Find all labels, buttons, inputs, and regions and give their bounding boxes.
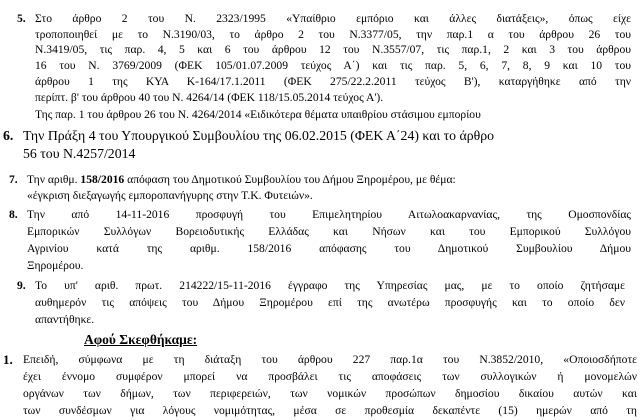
item-line: αυθημερόν τις απόψεις του Δήμου Ξηρομέρου επί της ανωτέρω προσφυγής και το οποίο δεν: [35, 296, 625, 309]
item-line: «έγκριση διεξαγωγής εμποροπανήγυρης στην Τ.Κ. Φυτειών».: [27, 189, 313, 202]
item-line: 16 του Ν. 3769/2009 (ΦΕΚ 105/01.07.2009 τεύχος Α΄) και τις παρ. 5, 6, 7, 8, 9 και 10 του: [35, 59, 631, 72]
item-line: Την Πράξη 4 του Υπουργικού Συμβουλίου της 06.02.2015 (ΦΕΚ Α΄24) και το άρθρο: [23, 128, 495, 143]
item-line: τροποποιηθεί με το Ν.3190/03, το άρθρο 2 του Ν.3377/05, την παρ.1 α του άρθρου 26 του: [35, 28, 631, 41]
item-line: Εμπορικών Συλλόγων Βορειοδυτικής Ελλάδας και Νήσων και του Εμπορικού Συλλόγου: [27, 225, 631, 238]
item-text: απόφαση του Δημοτικού Συμβουλίου του Δήμου Ξηρομέρου, με θέμα:: [124, 173, 456, 186]
item-number: 7.: [9, 173, 18, 186]
item-number: 6.: [3, 128, 14, 143]
item-line: Την από 14-11-2016 προσφυγή του Επιμελητηρίου Αιτωλοακαρνανίας, της Ομοσπονδίας: [27, 208, 631, 221]
item-line: Επειδή, σύμφωνα με τη διάταξη του άρθρου 227 παρ.1α του Ν.3852/2010, «Οποιοσδήποτε: [23, 353, 637, 366]
item-line: άρθρου 1 της ΚΥΑ Κ-164/17.1.2011 (ΦΕΚ 275/22.2.2011 τεύχος Β'), καταργήθηκε από την: [35, 75, 631, 88]
item-number: 5.: [17, 12, 26, 25]
item-number: 1.: [3, 352, 13, 367]
item-text: Την αριθμ.: [27, 173, 81, 186]
item-line: Αγρινίου κατά της αριθμ. 158/2016 απόφασης του Δημοτικού Συμβουλίου Δήμου: [27, 242, 631, 255]
item-line: οργάνων των δήμων, των περιφερειών, των νομικών προσώπων δημοσίου δικαίου αυτών και: [23, 387, 637, 400]
item-line: Το υπ' αριθ. πρωτ. 214222/15-11-2016 έγγραφο της Υπηρεσίας μας, με το οποίο ζητήσαμε: [35, 279, 625, 292]
item-line: Στο άρθρο 2 του Ν. 2323/1995 «Υπαίθριο εμπόριο και άλλες διατάξεις», όπως είχε: [35, 12, 631, 25]
item-line: Ξηρομέρου.: [27, 259, 84, 272]
item-line: Ν.3419/05, τις παρ. 4, 5 και 6 του άρθρου 12 του Ν.3557/07, τις παρ.1, 2 και 3 του άρθρου: [35, 43, 631, 56]
section-heading: Αφού Σκεφθήκαμε:: [84, 332, 198, 347]
item-line: 56 του Ν.4257/2014: [23, 146, 136, 161]
item-number: 8.: [9, 208, 18, 221]
decision-number: 158/2016: [80, 173, 125, 186]
item-number: 9.: [17, 279, 26, 292]
item-line: των συνδέσμων για λόγους νομιμότητας, μέσα σε προθεσμία δεκαπέντε (15) ημερών από τη: [23, 404, 637, 417]
item-line: Της παρ. 1 του άρθρου 26 του Ν. 4264/2014 «Ειδικότερα θέματα υπαιθρίου στάσιμου εμπορίου: [35, 108, 481, 121]
item-line: [27, 172, 456, 187]
item-line: έχει έννομο συμφέρον μπορεί να προσβάλει τις αποφάσεις των συλλογικών ή μονομελών: [23, 370, 637, 383]
item-line: απαντήθηκε.: [35, 313, 95, 326]
item-line: περίπτ. β' του άρθρου 40 του Ν. 4264/14 (ΦΕΚ 118/15.05.2014 τεύχος Α').: [35, 91, 384, 104]
